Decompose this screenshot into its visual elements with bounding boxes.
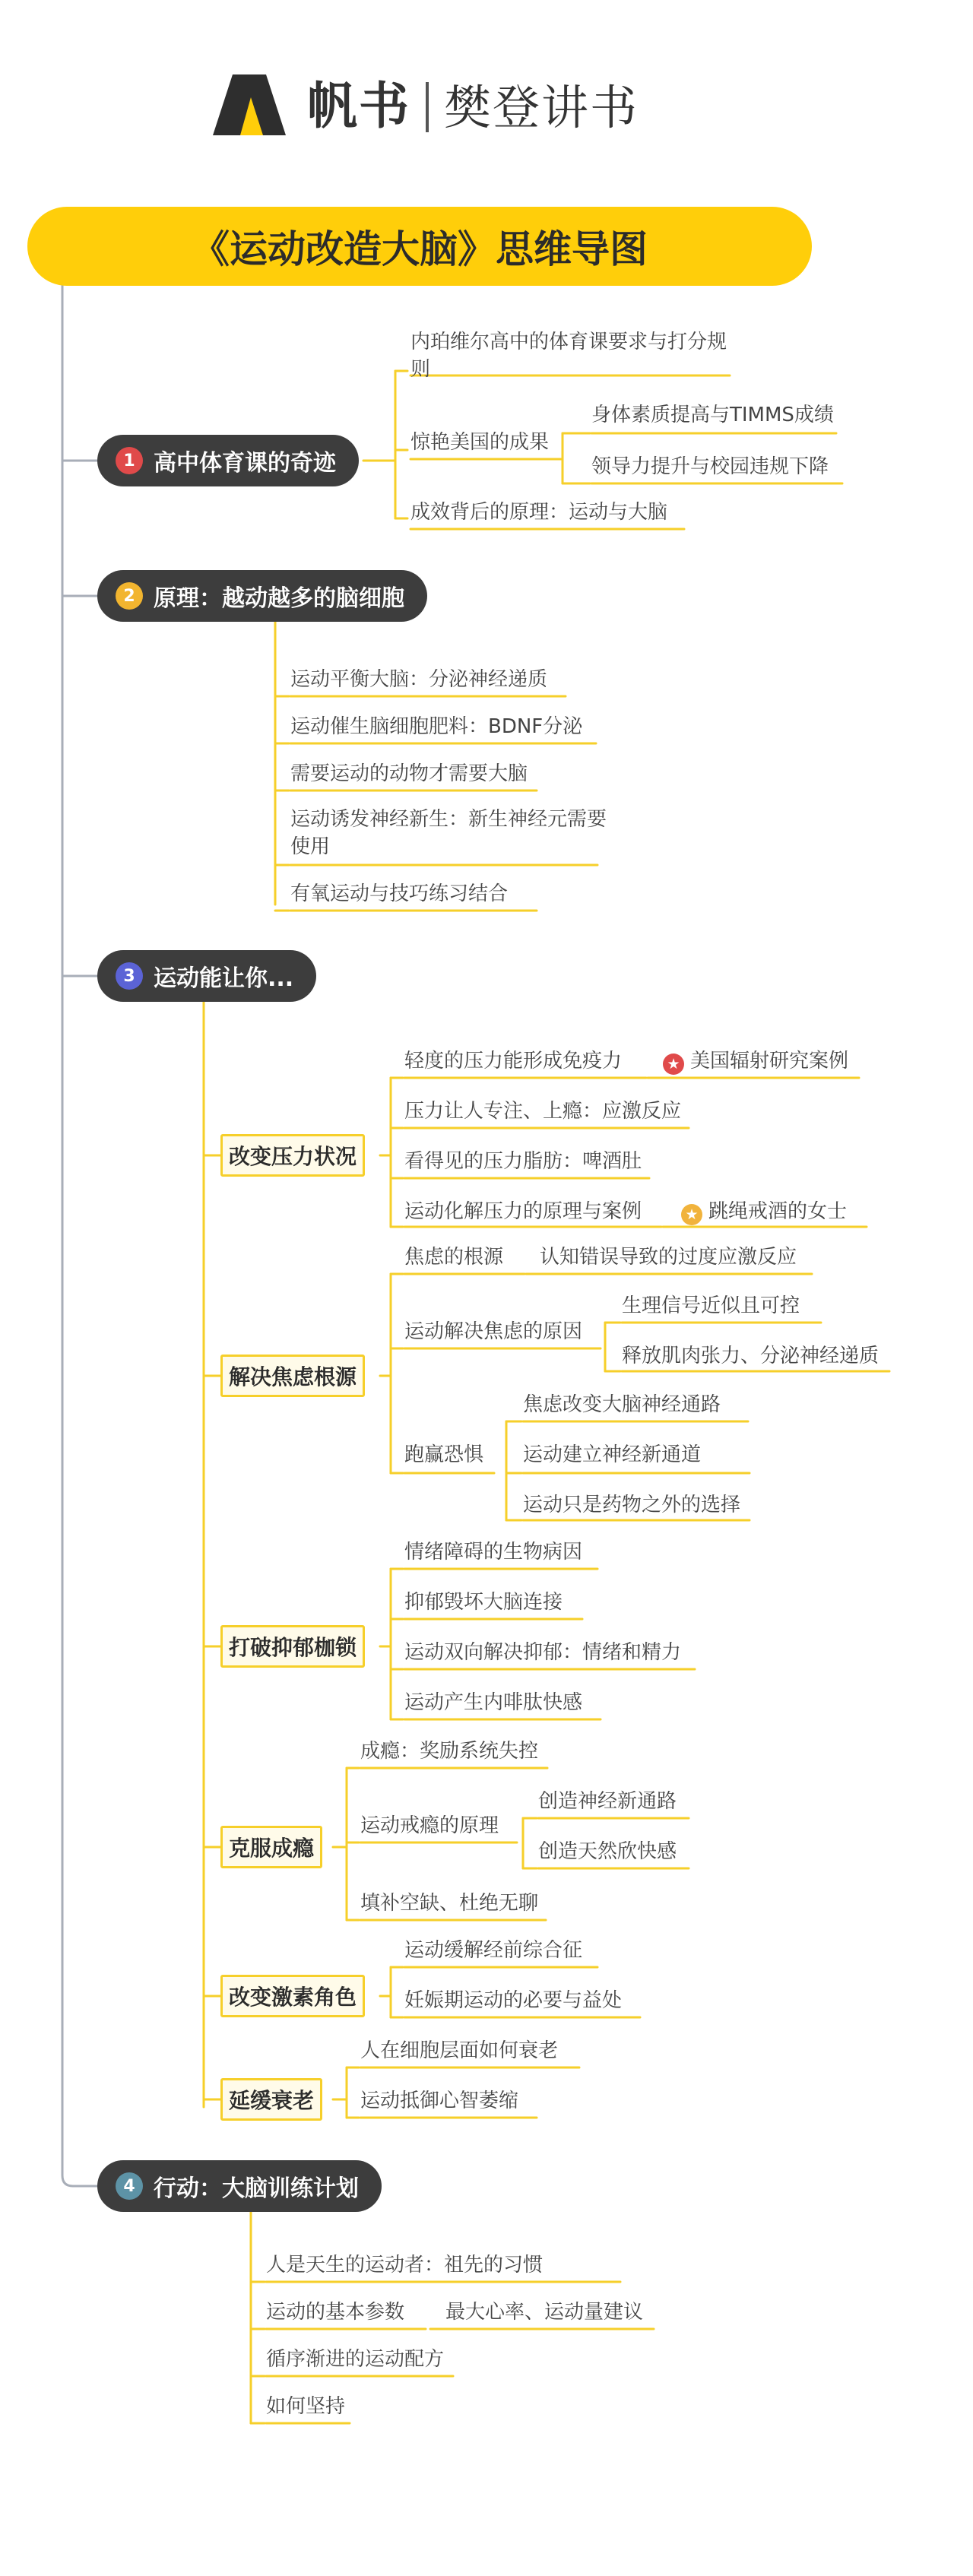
section-3-node[interactable] (97, 950, 316, 1002)
leaf-node[interactable]: 运动抵御心智萎缩 (360, 2090, 519, 2112)
leaf-node[interactable]: 运动缓解经前综合征 (404, 1939, 583, 1962)
section-2-node[interactable] (97, 570, 427, 622)
section-label: 高中体育课的奇迹 (154, 450, 336, 477)
brand-name: 帆书 (307, 77, 410, 135)
leaf-node-tagged[interactable] (681, 1198, 847, 1225)
leaf-node[interactable]: 循序渐进的运动配方 (266, 2348, 445, 2371)
leaf-tag-label: 跳绳戒酒的女士 (708, 1200, 848, 1223)
leaf-node[interactable]: 认知错误导致的过度应激反应 (540, 1246, 797, 1269)
leaf-node[interactable]: 焦虑改变大脑神经通路 (523, 1393, 721, 1416)
leaf-node[interactable]: 内珀维尔高中的体育课要求与打分规则 (410, 331, 727, 381)
leaf-node[interactable]: 运动化解压力的原理与案例 (404, 1200, 642, 1223)
leaf-tag-label: 美国辐射研究案例 (690, 1050, 849, 1073)
leaf-node[interactable]: 抑郁毁坏大脑连接 (404, 1591, 563, 1614)
leaf-node-tagged[interactable] (663, 1047, 848, 1075)
section-number-badge: 3 (116, 962, 143, 990)
logo-divider (426, 82, 429, 132)
leaf-node[interactable]: 运动只是药物之外的选择 (523, 1494, 741, 1516)
leaf-node[interactable]: 运动平衡大脑：分泌神经递质 (290, 668, 548, 691)
page-title: 《运动改造大脑》思维导图 (27, 207, 812, 286)
leaf-node[interactable]: 运动的基本参数 (266, 2301, 405, 2324)
leaf-node[interactable]: 领导力提升与校园违规下降 (591, 455, 829, 478)
leaf-node[interactable]: 填补空缺、杜绝无聊 (360, 1892, 539, 1915)
leaf-node[interactable]: 创造天然欣快感 (538, 1840, 677, 1863)
subtopic-hormones[interactable]: 改变激素角色 (220, 1975, 365, 2017)
leaf-node[interactable]: 运动双向解决抑郁：情绪和精力 (404, 1641, 682, 1664)
section-4-node[interactable] (97, 2160, 382, 2212)
star-icon: ★ (663, 1054, 684, 1075)
section-number-badge: 4 (116, 2172, 143, 2200)
section-label: 原理：越动越多的脑细胞 (154, 585, 404, 612)
leaf-node[interactable]: 看得见的压力脂肪：啤酒肚 (404, 1150, 642, 1173)
subtopic-anxiety[interactable]: 解决焦虑根源 (220, 1355, 365, 1397)
leaf-node[interactable]: 运动产生内啡肽快感 (404, 1691, 583, 1714)
leaf-node[interactable]: 成瘾：奖励系统失控 (360, 1740, 539, 1763)
leaf-node[interactable]: 惊艳美国的成果 (410, 431, 550, 454)
subtopic-depression[interactable]: 打破抑郁枷锁 (220, 1625, 365, 1668)
subtopic-addiction[interactable]: 克服成瘾 (220, 1826, 322, 1868)
leaf-node[interactable]: 轻度的压力能形成免疫力 (404, 1050, 623, 1073)
subtopic-stress[interactable]: 改变压力状况 (220, 1134, 365, 1177)
leaf-node[interactable]: 最大心率、运动量建议 (445, 2301, 644, 2324)
leaf-node[interactable]: 生理信号近似且可控 (622, 1294, 800, 1317)
leaf-node[interactable]: 如何坚持 (266, 2395, 346, 2418)
star-icon: ★ (681, 1204, 702, 1225)
leaf-node[interactable]: 创造神经新通路 (538, 1790, 677, 1813)
leaf-node[interactable]: 有氧运动与技巧练习结合 (290, 882, 509, 905)
leaf-node[interactable]: 压力让人专注、上瘾：应激反应 (404, 1100, 682, 1123)
leaf-node[interactable]: 运动建立神经新通道 (523, 1443, 702, 1466)
leaf-node[interactable]: 释放肌肉张力、分泌神经递质 (622, 1345, 880, 1367)
brand-author: 樊登讲书 (444, 80, 639, 135)
subtopic-aging[interactable]: 延缓衰老 (220, 2078, 322, 2121)
leaf-node[interactable]: 身体素质提高与TIMMS成绩 (591, 404, 834, 426)
leaf-node[interactable]: 跑赢恐惧 (404, 1443, 484, 1466)
leaf-node[interactable]: 成效背后的原理：运动与大脑 (410, 501, 668, 524)
leaf-node[interactable]: 需要运动的动物才需要大脑 (290, 762, 528, 785)
leaf-node[interactable]: 焦虑的根源 (404, 1246, 504, 1269)
section-label: 行动：大脑训练计划 (154, 2175, 359, 2202)
section-number-badge: 2 (116, 582, 143, 610)
section-number-badge: 1 (116, 447, 143, 474)
leaf-node[interactable]: 人是天生的运动者：祖先的习惯 (266, 2254, 544, 2277)
leaf-node[interactable]: 运动诱发神经新生：新生神经元需要使用 (290, 808, 607, 858)
section-label: 运动能让你... (154, 965, 294, 992)
section-1-node[interactable] (97, 435, 359, 486)
leaf-node[interactable]: 运动解决焦虑的原因 (404, 1320, 583, 1343)
leaf-node[interactable]: 人在细胞层面如何衰老 (360, 2039, 559, 2062)
leaf-node[interactable]: 妊娠期运动的必要与益处 (404, 1989, 623, 2012)
leaf-node[interactable]: 运动戒瘾的原理 (360, 1814, 499, 1837)
logo-mark-icon (207, 71, 292, 138)
brand-logo (207, 70, 663, 143)
connector-line (62, 286, 97, 2186)
leaf-node[interactable]: 情绪障碍的生物病因 (404, 1541, 583, 1564)
leaf-node[interactable]: 运动催生脑细胞肥料：BDNF分泌 (290, 715, 583, 738)
